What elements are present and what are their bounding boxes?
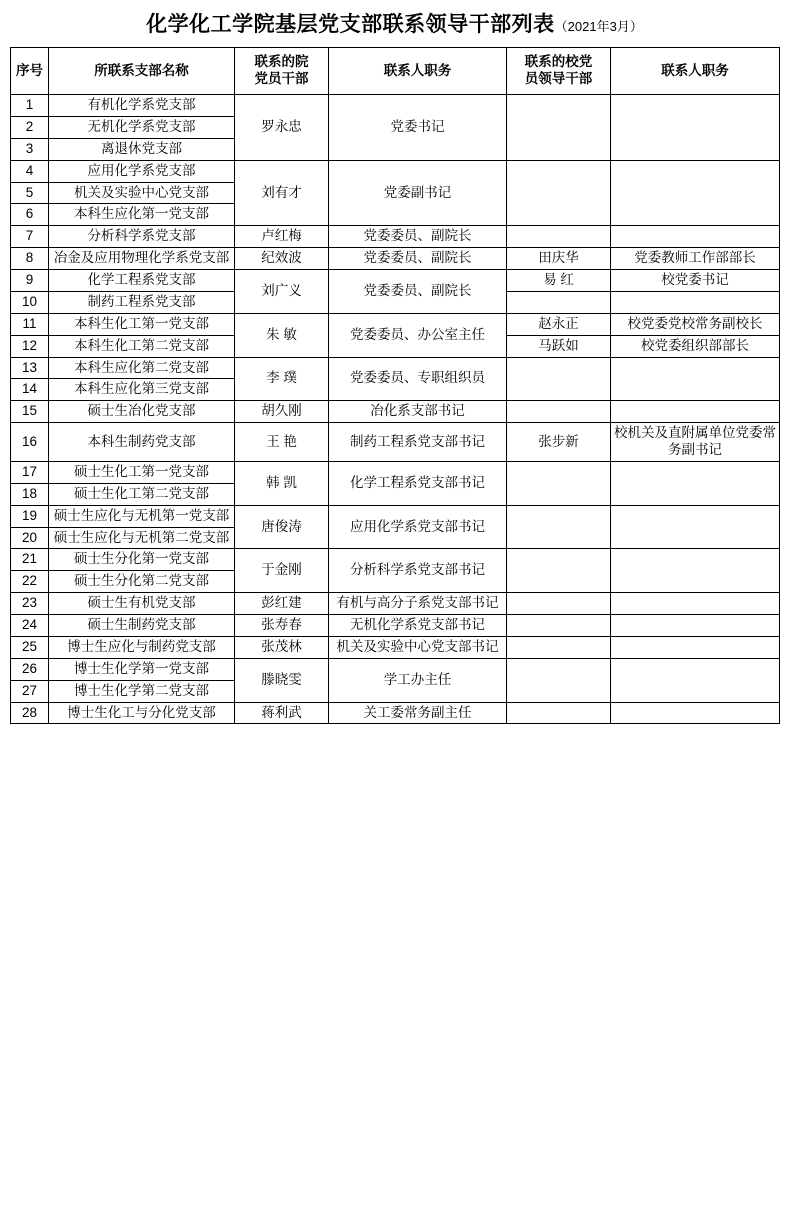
row-branch: 硕士生化工第二党支部 bbox=[49, 483, 235, 505]
table-row bbox=[11, 357, 780, 379]
table-row bbox=[11, 226, 780, 248]
school-cadre-post-empty bbox=[611, 401, 780, 423]
school-cadre-post-empty bbox=[611, 636, 780, 658]
table-row bbox=[11, 615, 780, 637]
school-cadre-name-empty bbox=[507, 160, 611, 226]
table-row bbox=[11, 313, 780, 335]
school-cadre-name-empty bbox=[507, 549, 611, 593]
college-cadre-name: 刘有才 bbox=[235, 160, 329, 226]
header-school-post: 联系人职务 bbox=[611, 48, 780, 95]
college-cadre-post: 党委委员、副院长 bbox=[329, 226, 507, 248]
row-index: 22 bbox=[11, 571, 49, 593]
college-cadre-post: 无机化学系党支部书记 bbox=[329, 615, 507, 637]
header-school-cadre: 联系的校党 员领导干部 bbox=[507, 48, 611, 95]
row-branch: 博士生化学第二党支部 bbox=[49, 680, 235, 702]
school-cadre-name: 田庆华 bbox=[507, 248, 611, 270]
row-branch: 有机化学系党支部 bbox=[49, 95, 235, 117]
school-cadre-name-empty bbox=[507, 615, 611, 637]
college-cadre-name: 蒋利武 bbox=[235, 702, 329, 724]
row-branch: 应用化学系党支部 bbox=[49, 160, 235, 182]
college-cadre-post: 党委书记 bbox=[329, 95, 507, 161]
table-row bbox=[11, 95, 780, 117]
college-cadre-name: 纪效波 bbox=[235, 248, 329, 270]
college-cadre-name: 张寿春 bbox=[235, 615, 329, 637]
row-branch: 本科生化工第一党支部 bbox=[49, 313, 235, 335]
college-cadre-name: 彭红建 bbox=[235, 593, 329, 615]
row-index: 11 bbox=[11, 313, 49, 335]
college-cadre-name: 李 璞 bbox=[235, 357, 329, 401]
row-branch: 硕士生制药党支部 bbox=[49, 615, 235, 637]
school-cadre-post-empty bbox=[611, 226, 780, 248]
table-row bbox=[11, 636, 780, 658]
row-index: 7 bbox=[11, 226, 49, 248]
college-cadre-post: 党委委员、专职组织员 bbox=[329, 357, 507, 401]
row-branch: 本科生制药党支部 bbox=[49, 423, 235, 462]
college-cadre-post: 机关及实验中心党支部书记 bbox=[329, 636, 507, 658]
row-branch: 硕士生应化与无机第二党支部 bbox=[49, 527, 235, 549]
row-branch: 硕士生冶化党支部 bbox=[49, 401, 235, 423]
school-cadre-name: 马跃如 bbox=[507, 335, 611, 357]
row-index: 26 bbox=[11, 658, 49, 680]
row-branch: 本科生应化第二党支部 bbox=[49, 357, 235, 379]
row-branch: 冶金及应用物理化学系党支部 bbox=[49, 248, 235, 270]
row-branch: 机关及实验中心党支部 bbox=[49, 182, 235, 204]
college-cadre-name: 韩 凯 bbox=[235, 461, 329, 505]
row-index: 1 bbox=[11, 95, 49, 117]
row-branch: 博士生化工与分化党支部 bbox=[49, 702, 235, 724]
college-cadre-post: 学工办主任 bbox=[329, 658, 507, 702]
school-cadre-name-empty bbox=[507, 658, 611, 702]
header-index: 序号 bbox=[11, 48, 49, 95]
row-index: 19 bbox=[11, 505, 49, 527]
college-cadre-post: 冶化系支部书记 bbox=[329, 401, 507, 423]
header-college-cadre: 联系的院 党员干部 bbox=[235, 48, 329, 95]
row-branch: 博士生应化与制药党支部 bbox=[49, 636, 235, 658]
row-index: 2 bbox=[11, 116, 49, 138]
school-cadre-post-empty bbox=[611, 95, 780, 161]
college-cadre-name: 唐俊涛 bbox=[235, 505, 329, 549]
row-index: 27 bbox=[11, 680, 49, 702]
school-cadre-name-empty bbox=[507, 401, 611, 423]
row-index: 18 bbox=[11, 483, 49, 505]
row-branch: 本科生化工第二党支部 bbox=[49, 335, 235, 357]
school-cadre-post-empty bbox=[611, 461, 780, 505]
school-cadre-name-empty bbox=[507, 291, 611, 313]
school-cadre-post-empty bbox=[611, 658, 780, 702]
school-cadre-name-empty bbox=[507, 226, 611, 248]
college-cadre-name: 滕晓雯 bbox=[235, 658, 329, 702]
row-branch: 分析科学系党支部 bbox=[49, 226, 235, 248]
row-index: 25 bbox=[11, 636, 49, 658]
row-index: 15 bbox=[11, 401, 49, 423]
row-branch: 无机化学系党支部 bbox=[49, 116, 235, 138]
row-branch: 硕士生化工第一党支部 bbox=[49, 461, 235, 483]
school-cadre-post: 校机关及直附属单位党委常务副书记 bbox=[611, 423, 780, 462]
row-index: 5 bbox=[11, 182, 49, 204]
row-branch: 本科生应化第一党支部 bbox=[49, 204, 235, 226]
table-row bbox=[11, 658, 780, 680]
row-index: 3 bbox=[11, 138, 49, 160]
row-branch: 硕士生有机党支部 bbox=[49, 593, 235, 615]
table-row bbox=[11, 549, 780, 571]
row-branch: 硕士生分化第一党支部 bbox=[49, 549, 235, 571]
college-cadre-name: 卢红梅 bbox=[235, 226, 329, 248]
college-cadre-post: 制药工程系党支部书记 bbox=[329, 423, 507, 462]
school-cadre-post-empty bbox=[611, 549, 780, 593]
table-row bbox=[11, 702, 780, 724]
college-cadre-name: 王 艳 bbox=[235, 423, 329, 462]
row-branch: 博士生化学第一党支部 bbox=[49, 658, 235, 680]
school-cadre-post-empty bbox=[611, 357, 780, 401]
row-index: 23 bbox=[11, 593, 49, 615]
row-index: 10 bbox=[11, 291, 49, 313]
row-branch: 本科生应化第三党支部 bbox=[49, 379, 235, 401]
title-main: 化学化工学院基层党支部联系领导干部列表 bbox=[146, 13, 555, 36]
row-index: 9 bbox=[11, 270, 49, 292]
college-cadre-post: 党委委员、副院长 bbox=[329, 270, 507, 314]
row-index: 6 bbox=[11, 204, 49, 226]
table-row bbox=[11, 270, 780, 292]
row-index: 20 bbox=[11, 527, 49, 549]
school-cadre-name: 赵永正 bbox=[507, 313, 611, 335]
header-college-post: 联系人职务 bbox=[329, 48, 507, 95]
row-branch: 硕士生应化与无机第一党支部 bbox=[49, 505, 235, 527]
table-row bbox=[11, 160, 780, 182]
party-branch-table bbox=[10, 47, 780, 724]
row-index: 13 bbox=[11, 357, 49, 379]
row-index: 4 bbox=[11, 160, 49, 182]
row-index: 12 bbox=[11, 335, 49, 357]
school-cadre-name-empty bbox=[507, 357, 611, 401]
school-cadre-name-empty bbox=[507, 505, 611, 549]
college-cadre-name: 刘广义 bbox=[235, 270, 329, 314]
table-header-row bbox=[11, 48, 780, 95]
table-row bbox=[11, 593, 780, 615]
school-cadre-post-empty bbox=[611, 593, 780, 615]
school-cadre-name: 易 红 bbox=[507, 270, 611, 292]
college-cadre-name: 胡久刚 bbox=[235, 401, 329, 423]
row-branch: 硕士生分化第二党支部 bbox=[49, 571, 235, 593]
college-cadre-name: 张茂林 bbox=[235, 636, 329, 658]
college-cadre-post: 化学工程系党支部书记 bbox=[329, 461, 507, 505]
college-cadre-post: 党委副书记 bbox=[329, 160, 507, 226]
row-index: 16 bbox=[11, 423, 49, 462]
college-cadre-name: 朱 敏 bbox=[235, 313, 329, 357]
school-cadre-name-empty bbox=[507, 636, 611, 658]
college-cadre-post: 党委委员、副院长 bbox=[329, 248, 507, 270]
row-branch: 离退休党支部 bbox=[49, 138, 235, 160]
college-cadre-name: 于金刚 bbox=[235, 549, 329, 593]
row-index: 28 bbox=[11, 702, 49, 724]
school-cadre-post: 校党委党校常务副校长 bbox=[611, 313, 780, 335]
college-cadre-post: 党委委员、办公室主任 bbox=[329, 313, 507, 357]
row-index: 24 bbox=[11, 615, 49, 637]
school-cadre-post-empty bbox=[611, 160, 780, 226]
school-cadre-name-empty bbox=[507, 95, 611, 161]
school-cadre-post-empty bbox=[611, 505, 780, 549]
school-cadre-name-empty bbox=[507, 461, 611, 505]
row-index: 17 bbox=[11, 461, 49, 483]
school-cadre-post: 校党委组织部部长 bbox=[611, 335, 780, 357]
college-cadre-post: 有机与高分子系党支部书记 bbox=[329, 593, 507, 615]
title-sub: （2021年3月） bbox=[554, 19, 643, 34]
school-cadre-post: 校党委书记 bbox=[611, 270, 780, 292]
school-cadre-post-empty bbox=[611, 702, 780, 724]
school-cadre-name-empty bbox=[507, 593, 611, 615]
college-cadre-post: 分析科学系党支部书记 bbox=[329, 549, 507, 593]
row-index: 21 bbox=[11, 549, 49, 571]
row-index: 14 bbox=[11, 379, 49, 401]
college-cadre-post: 应用化学系党支部书记 bbox=[329, 505, 507, 549]
row-branch: 化学工程系党支部 bbox=[49, 270, 235, 292]
college-cadre-name: 罗永忠 bbox=[235, 95, 329, 161]
school-cadre-post-empty bbox=[611, 291, 780, 313]
school-cadre-name-empty bbox=[507, 702, 611, 724]
header-branch: 所联系支部名称 bbox=[49, 48, 235, 95]
table-row bbox=[11, 461, 780, 483]
row-branch: 制药工程系党支部 bbox=[49, 291, 235, 313]
school-cadre-post: 党委教师工作部部长 bbox=[611, 248, 780, 270]
school-cadre-name: 张步新 bbox=[507, 423, 611, 462]
table-row bbox=[11, 248, 780, 270]
table-row bbox=[11, 401, 780, 423]
college-cadre-post: 关工委常务副主任 bbox=[329, 702, 507, 724]
table-row bbox=[11, 505, 780, 527]
table-row bbox=[11, 423, 780, 462]
page-title bbox=[10, 0, 779, 47]
row-index: 8 bbox=[11, 248, 49, 270]
school-cadre-post-empty bbox=[611, 615, 780, 637]
